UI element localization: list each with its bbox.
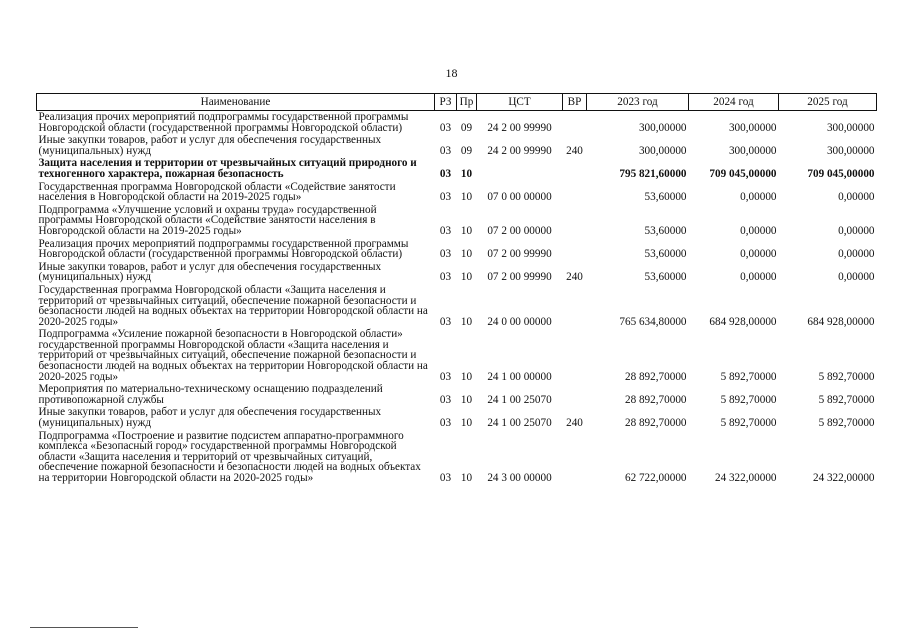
row-value-2023: 62 722,00000 — [624, 472, 687, 484]
table-header — [37, 94, 877, 111]
row-name: Иные закупки товаров, работ и услуг для обеспечения государственных (муниципальных) нужд — [38, 406, 382, 430]
table-row — [37, 111, 877, 135]
row-pr: 10 — [460, 417, 473, 430]
row-cst: 24 1 00 25070 — [487, 417, 552, 430]
row-value-2023: 28 892,70000 — [624, 417, 687, 430]
row-vr — [563, 238, 587, 261]
row-value-2023: 53,60000 — [644, 271, 687, 284]
table-row — [37, 328, 877, 383]
row-vr: 240 — [566, 271, 583, 284]
row-vr — [563, 430, 587, 485]
table-row — [37, 284, 877, 328]
row-name: Подпрограмма «Усиление пожарной безопасности в Новгородской области» государственной программы Новгородской области «Защита населения и территорий от чрезвычайных ситуаций, обеспечение пожарной безопасности и безопасности людей на водных объектах на территории Новгородской области на 2020-2025 годы» — [38, 328, 428, 383]
row-vr — [563, 284, 587, 328]
row-pr: 09 — [460, 144, 473, 157]
row-vr — [563, 328, 587, 383]
table-row — [37, 238, 877, 261]
row-cst: 24 2 00 99990 — [487, 144, 552, 157]
row-cst: 07 2 00 99990 — [487, 271, 552, 284]
row-name: Реализация прочих мероприятий подпрограммы государственной программы Новгородской области (государственной программы Новгородской области) — [38, 111, 409, 134]
row-pr: 09 — [460, 121, 473, 134]
table-row — [37, 261, 877, 284]
row-vr — [563, 111, 587, 135]
table-row — [37, 181, 877, 204]
row-pr: 10 — [460, 393, 473, 406]
row-value-2023: 53,60000 — [644, 248, 687, 261]
row-rz: 03 — [439, 370, 452, 383]
row-value-2024: 300,00000 — [728, 121, 777, 134]
row-rz: 03 — [439, 271, 452, 284]
row-value-2024: 684 928,00000 — [709, 315, 777, 328]
row-cst: 07 0 00 00000 — [487, 191, 552, 204]
row-value-2025: 300,00000 — [826, 121, 875, 134]
row-rz: 03 — [439, 248, 452, 261]
row-name: Иные закупки товаров, работ и услуг для обеспечения государственных (муниципальных) нужд — [38, 134, 382, 157]
row-value-2024: 300,00000 — [728, 144, 777, 157]
row-name: Защита населения и территории от чрезвычайных ситуаций природного и техногенного характера, пожарная безопасность — [38, 157, 417, 180]
row-value-2023: 765 634,80000 — [619, 315, 687, 328]
row-cst: 24 0 00 00000 — [487, 315, 552, 328]
row-vr: 240 — [566, 144, 583, 157]
row-cst: 24 1 00 25070 — [487, 393, 552, 406]
row-value-2024: 5 892,70000 — [720, 417, 777, 430]
row-cst: 07 2 00 00000 — [487, 224, 552, 237]
row-rz: 03 — [439, 121, 452, 134]
row-rz: 03 — [439, 144, 452, 157]
table-row — [37, 157, 877, 180]
table-body — [37, 111, 877, 485]
row-value-2024: 0,00000 — [740, 191, 777, 204]
row-rz: 03 — [439, 393, 452, 406]
header-2025: 2025 год — [779, 94, 877, 111]
table-row — [37, 204, 877, 238]
row-cst: 24 2 00 99990 — [487, 121, 552, 134]
table-row — [37, 406, 877, 429]
row-value-2024: 24 322,00000 — [714, 472, 777, 484]
row-value-2023: 300,00000 — [638, 144, 687, 157]
row-pr: 10 — [460, 191, 473, 204]
header-row — [37, 94, 877, 111]
row-value-2025: 0,00000 — [838, 271, 875, 284]
row-name: Подпрограмма «Построение и развитие подсистем аппаратно-программного комплекса «Безопасный город» государственной программы Новгородской области «Защита населения и территорий от чрезвычайных ситуаций, обеспечение пожарной безопасности и безопасности людей на водных объектах на территории Новгородской области на 2020-2025 годы» — [38, 429, 421, 484]
table-row — [37, 134, 877, 157]
row-pr: 10 — [460, 224, 473, 237]
row-cst: 07 2 00 99990 — [487, 248, 552, 261]
row-value-2025: 684 928,00000 — [807, 315, 875, 328]
row-rz: 03 — [439, 167, 452, 180]
row-vr — [563, 383, 587, 406]
row-value-2023: 28 892,70000 — [624, 370, 687, 383]
row-name: Иные закупки товаров, работ и услуг для обеспечения государственных (муниципальных) нужд — [38, 260, 382, 284]
row-value-2025: 0,00000 — [838, 248, 875, 261]
row-pr: 10 — [460, 370, 473, 383]
header-2023: 2023 год — [587, 94, 689, 111]
row-rz: 03 — [439, 315, 452, 328]
header-pr: Пр — [457, 94, 477, 111]
row-vr — [563, 157, 587, 180]
header-rz: РЗ — [435, 94, 457, 111]
row-pr: 10 — [460, 315, 473, 328]
row-name: Реализация прочих мероприятий подпрограммы государственной программы Новгородской области (государственной программы Новгородской области) — [38, 237, 409, 261]
row-name: Подпрограмма «Улучшение условий и охраны труда» государственной программы Новгородской области «Содействие занятости населения в Новгородской области на 2019-2025 годы» — [38, 203, 377, 237]
row-rz: 03 — [439, 191, 452, 204]
row-vr — [563, 181, 587, 204]
row-value-2023: 300,00000 — [638, 121, 687, 134]
row-rz: 03 — [439, 472, 452, 484]
row-value-2024: 709 045,00000 — [709, 167, 777, 180]
row-cst: 24 3 00 00000 — [487, 472, 552, 484]
row-value-2023: 53,60000 — [644, 191, 687, 204]
header-2024: 2024 год — [689, 94, 779, 111]
header-vr: ВР — [563, 94, 587, 111]
row-value-2025: 300,00000 — [826, 144, 875, 157]
header-cst: ЦСТ — [477, 94, 563, 111]
row-cst — [477, 157, 563, 180]
row-pr: 10 — [460, 472, 473, 484]
row-name: Государственная программа Новгородской области «Содействие занятости населения в Новгородской области на 2019-2025 годы» — [38, 180, 396, 204]
row-value-2024: 0,00000 — [740, 248, 777, 261]
footer-divider — [30, 627, 138, 628]
row-rz: 03 — [439, 417, 452, 430]
row-pr: 10 — [460, 248, 473, 261]
row-name: Мероприятия по материально-техническому оснащению подразделений противопожарной службы — [38, 383, 383, 406]
table-row — [37, 430, 877, 485]
row-value-2024: 5 892,70000 — [720, 370, 777, 383]
row-value-2025: 5 892,70000 — [818, 370, 875, 383]
row-value-2025: 0,00000 — [838, 224, 875, 237]
row-vr: 240 — [566, 417, 583, 430]
row-rz: 03 — [439, 224, 452, 237]
row-pr: 10 — [460, 167, 473, 180]
row-value-2024: 5 892,70000 — [720, 393, 777, 406]
row-pr: 10 — [460, 271, 473, 284]
row-value-2025: 5 892,70000 — [818, 393, 875, 406]
row-value-2025: 24 322,00000 — [812, 472, 875, 484]
row-vr — [563, 204, 587, 238]
header-name: Наименование — [37, 94, 435, 111]
row-cst: 24 1 00 00000 — [487, 370, 552, 383]
row-value-2023: 53,60000 — [644, 224, 687, 237]
row-value-2023: 795 821,60000 — [619, 167, 687, 180]
table-row — [37, 383, 877, 406]
row-value-2025: 0,00000 — [838, 191, 875, 204]
row-value-2023: 28 892,70000 — [624, 393, 687, 406]
row-name: Государственная программа Новгородской области «Защита населения и территорий от чрезвычайных ситуаций, обеспечение пожарной безопасности и безопасности людей на водных объектах на территории Новгородской области на 2020-2025 годы» — [38, 283, 428, 328]
row-value-2025: 709 045,00000 — [807, 167, 875, 180]
row-value-2024: 0,00000 — [740, 271, 777, 284]
budget-table — [36, 93, 877, 485]
row-value-2025: 5 892,70000 — [818, 417, 875, 430]
page-number: 18 — [445, 66, 458, 80]
row-value-2024: 0,00000 — [740, 224, 777, 237]
